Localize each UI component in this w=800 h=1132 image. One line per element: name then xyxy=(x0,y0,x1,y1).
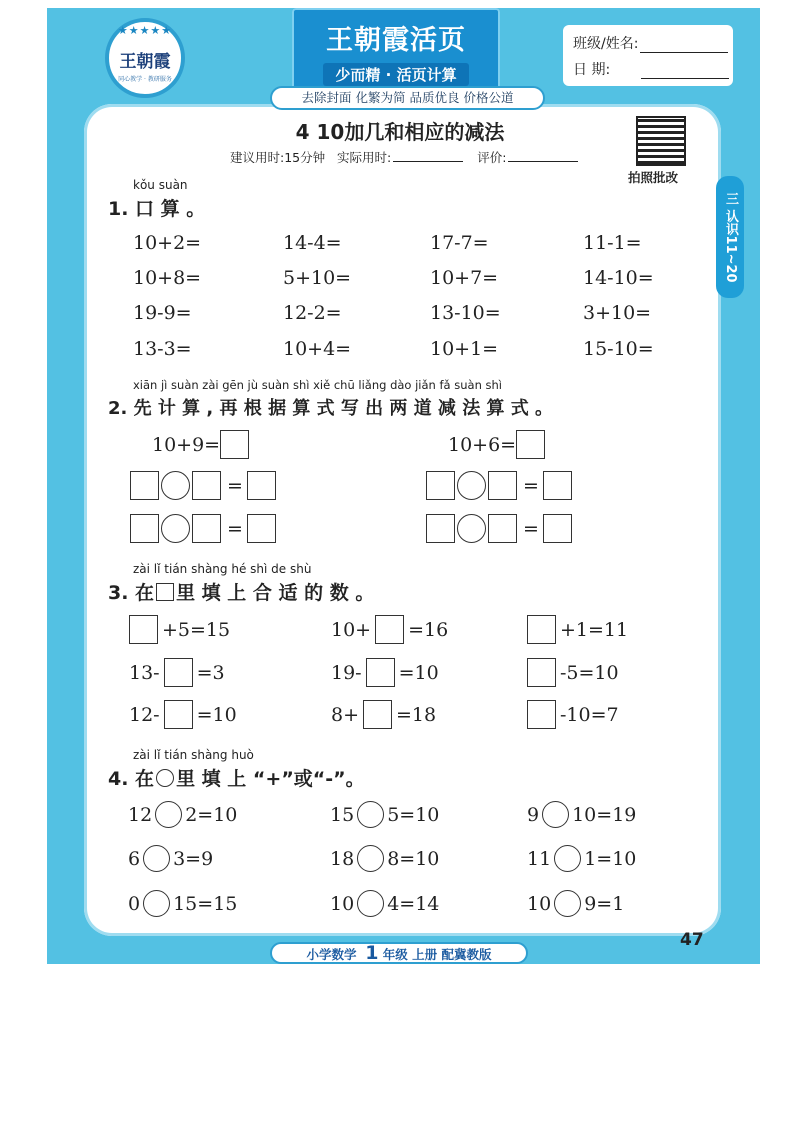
answer-box[interactable] xyxy=(247,514,276,543)
fill-9 xyxy=(527,700,619,729)
fill-1 xyxy=(129,615,230,644)
fill-box[interactable] xyxy=(363,700,392,729)
suggested-time: 建议用时:15分钟 xyxy=(230,150,326,165)
op-4 xyxy=(128,845,213,872)
evaluation-field[interactable] xyxy=(508,150,578,162)
fill-4 xyxy=(129,658,225,687)
footer-grade-number: 1 xyxy=(365,942,379,964)
brand-banner xyxy=(292,8,500,90)
answer-box[interactable] xyxy=(543,514,572,543)
fill-box[interactable] xyxy=(527,700,556,729)
date-field[interactable] xyxy=(641,66,729,79)
qr-label: 拍照批改 xyxy=(628,170,679,185)
fill-box[interactable] xyxy=(375,615,404,644)
section2-pinyin: xiān jì suàn zài gēn jù suàn shì xiě chū liǎng dào jiǎn fǎ suàn shì xyxy=(133,378,502,392)
page-number: 47 xyxy=(680,930,704,950)
operator-circle[interactable] xyxy=(357,845,384,872)
sum-left-text: 10+9= xyxy=(152,433,221,456)
answer-box[interactable] xyxy=(192,471,221,500)
actual-time-field[interactable] xyxy=(393,150,463,162)
problem-2-1: 10+8= xyxy=(133,267,202,289)
problem-3-2: 12-2= xyxy=(283,302,342,324)
problem-4-4: 15-10= xyxy=(583,338,654,360)
op-post: 9=1 xyxy=(584,892,625,915)
operator-circle[interactable] xyxy=(143,890,170,917)
operator-circle[interactable] xyxy=(161,514,190,543)
subtraction-left-1 xyxy=(130,471,278,500)
operator-circle[interactable] xyxy=(161,471,190,500)
section3-heading-pre: 3. 在 xyxy=(108,582,155,604)
fill-post: =10 xyxy=(196,703,237,726)
problem-4-2: 10+4= xyxy=(283,338,352,360)
answer-box[interactable] xyxy=(426,514,455,543)
fill-pre: 8+ xyxy=(331,703,360,726)
brand-logo xyxy=(105,18,185,98)
footer-subject: 小学数学 xyxy=(306,947,357,962)
operator-circle[interactable] xyxy=(554,890,581,917)
fill-pre: 19- xyxy=(331,661,362,684)
operator-circle[interactable] xyxy=(542,801,569,828)
problem-1-1: 10+2= xyxy=(133,232,202,254)
brand-title: 王朝霞活页 xyxy=(326,25,466,56)
operator-circle[interactable] xyxy=(357,890,384,917)
fill-5 xyxy=(331,658,439,687)
problem-1-4: 11-1= xyxy=(583,232,642,254)
lesson-title: 4 10加几和相应的减法 xyxy=(295,120,505,144)
operator-circle[interactable] xyxy=(457,514,486,543)
fill-post: -10=7 xyxy=(560,703,619,726)
problem-3-1: 19-9= xyxy=(133,302,192,324)
operator-circle[interactable] xyxy=(554,845,581,872)
op-post: 3=9 xyxy=(173,847,214,870)
fill-post: +5=15 xyxy=(162,618,231,641)
op-pre: 6 xyxy=(128,847,141,870)
op-pre: 12 xyxy=(128,803,153,826)
problem-1-2: 14-4= xyxy=(283,232,342,254)
op-post: 4=14 xyxy=(387,892,440,915)
footer-grade: 年级 上册 配冀教版 xyxy=(382,947,492,962)
sum-left-answer-box[interactable] xyxy=(220,430,249,459)
problem-2-4: 14-10= xyxy=(583,267,654,289)
logo-stars: ★★★★★ xyxy=(117,24,173,37)
equals-sign: = xyxy=(523,517,539,540)
sum-right-answer-box[interactable] xyxy=(516,430,545,459)
fill-post: -5=10 xyxy=(560,661,619,684)
op-pre: 0 xyxy=(128,892,141,915)
fill-pre: 10+ xyxy=(331,618,372,641)
op-post: 10=19 xyxy=(572,803,637,826)
op-1 xyxy=(128,801,237,828)
fill-pre: 13- xyxy=(129,661,160,684)
section4-heading-post: 里 填 上 “+”或“-”。 xyxy=(176,768,365,790)
fill-box[interactable] xyxy=(527,615,556,644)
student-info-box xyxy=(563,25,733,86)
op-pre: 10 xyxy=(330,892,355,915)
subtraction-left-2 xyxy=(130,514,278,543)
logo-subtitle: 同心教学 · 教研服务 xyxy=(118,76,172,83)
fill-box[interactable] xyxy=(164,658,193,687)
subtraction-right-2 xyxy=(426,514,574,543)
op-2 xyxy=(330,801,439,828)
fill-7 xyxy=(129,700,237,729)
section4-pinyin: zài lǐ tián shàng huò xyxy=(133,748,254,762)
op-pre: 15 xyxy=(330,803,355,826)
op-post: 15=15 xyxy=(173,892,238,915)
class-name-field[interactable] xyxy=(640,40,728,53)
qr-code[interactable] xyxy=(636,116,686,166)
op-pre: 11 xyxy=(527,847,552,870)
circle-symbol xyxy=(156,769,174,787)
section3-heading xyxy=(108,578,374,605)
fill-2 xyxy=(331,615,448,644)
answer-box[interactable] xyxy=(488,514,517,543)
op-6 xyxy=(527,845,636,872)
equals-sign: = xyxy=(227,474,243,497)
section3-pinyin: zài lǐ tián shàng hé shì de shù xyxy=(133,562,312,576)
problem-2-3: 10+7= xyxy=(430,267,499,289)
unit-side-tab: 三 认识11~20 xyxy=(716,176,744,298)
evaluation-label: 评价: xyxy=(477,150,507,165)
slogan: 去除封面 化繁为简 品质优良 价格公道 xyxy=(270,86,545,110)
fill-post: +1=11 xyxy=(560,618,629,641)
op-pre: 10 xyxy=(527,892,552,915)
equals-sign: = xyxy=(227,517,243,540)
subtraction-right-1 xyxy=(426,471,574,500)
answer-box[interactable] xyxy=(130,471,159,500)
date-label: 日 期: xyxy=(573,62,611,78)
sum-right xyxy=(448,430,545,459)
fill-8 xyxy=(331,700,436,729)
op-8 xyxy=(330,890,439,917)
section2-heading: 2. 先 计 算 , 再 根 据 算 式 写 出 两 道 减 法 算 式 。 xyxy=(108,398,553,419)
problem-4-3: 10+1= xyxy=(430,338,499,360)
section3-heading-post: 里 填 上 合 适 的 数 。 xyxy=(176,582,375,604)
section1-heading: 1. 口 算 。 xyxy=(108,198,206,220)
operator-circle[interactable] xyxy=(155,801,182,828)
op-5 xyxy=(330,845,439,872)
fill-post: =10 xyxy=(398,661,439,684)
brand-subtitle: 少而精 · 活页计算 xyxy=(323,63,468,86)
fill-pre: 12- xyxy=(129,703,160,726)
section1-pinyin: kǒu suàn xyxy=(133,178,188,192)
problem-2-2: 5+10= xyxy=(283,267,352,289)
section4-heading-pre: 4. 在 xyxy=(108,768,155,790)
fill-box[interactable] xyxy=(527,658,556,687)
actual-time-label: 实际用时: xyxy=(337,150,392,165)
operator-circle[interactable] xyxy=(357,801,384,828)
fill-box[interactable] xyxy=(164,700,193,729)
op-post: 5=10 xyxy=(387,803,440,826)
fill-post: =18 xyxy=(396,703,437,726)
time-info xyxy=(230,148,588,166)
op-pre: 9 xyxy=(527,803,540,826)
fill-box[interactable] xyxy=(129,615,158,644)
answer-box[interactable] xyxy=(192,514,221,543)
op-post: 2=10 xyxy=(185,803,238,826)
logo-name: 王朝霞 xyxy=(119,52,171,72)
class-name-label: 班级/姓名: xyxy=(573,36,639,52)
answer-box[interactable] xyxy=(426,471,455,500)
footer-banner xyxy=(270,942,528,964)
fill-post: =3 xyxy=(196,661,225,684)
operator-circle[interactable] xyxy=(457,471,486,500)
op-post: 8=10 xyxy=(387,847,440,870)
answer-box[interactable] xyxy=(130,514,159,543)
fill-post: =16 xyxy=(408,618,449,641)
operator-circle[interactable] xyxy=(143,845,170,872)
problem-1-3: 17-7= xyxy=(430,232,489,254)
fill-3 xyxy=(527,615,628,644)
answer-box[interactable] xyxy=(247,471,276,500)
problem-3-3: 13-10= xyxy=(430,302,501,324)
equals-sign: = xyxy=(523,474,539,497)
section4-heading xyxy=(108,764,365,791)
op-post: 1=10 xyxy=(584,847,637,870)
sum-left xyxy=(152,430,249,459)
op-pre: 18 xyxy=(330,847,355,870)
op-3 xyxy=(527,801,636,828)
answer-box[interactable] xyxy=(543,471,572,500)
problem-4-1: 13-3= xyxy=(133,338,192,360)
fill-6 xyxy=(527,658,619,687)
problem-3-4: 3+10= xyxy=(583,302,652,324)
fill-box[interactable] xyxy=(366,658,395,687)
box-symbol xyxy=(156,583,174,601)
op-9 xyxy=(527,890,624,917)
answer-box[interactable] xyxy=(488,471,517,500)
sum-right-text: 10+6= xyxy=(448,433,517,456)
op-7 xyxy=(128,890,237,917)
